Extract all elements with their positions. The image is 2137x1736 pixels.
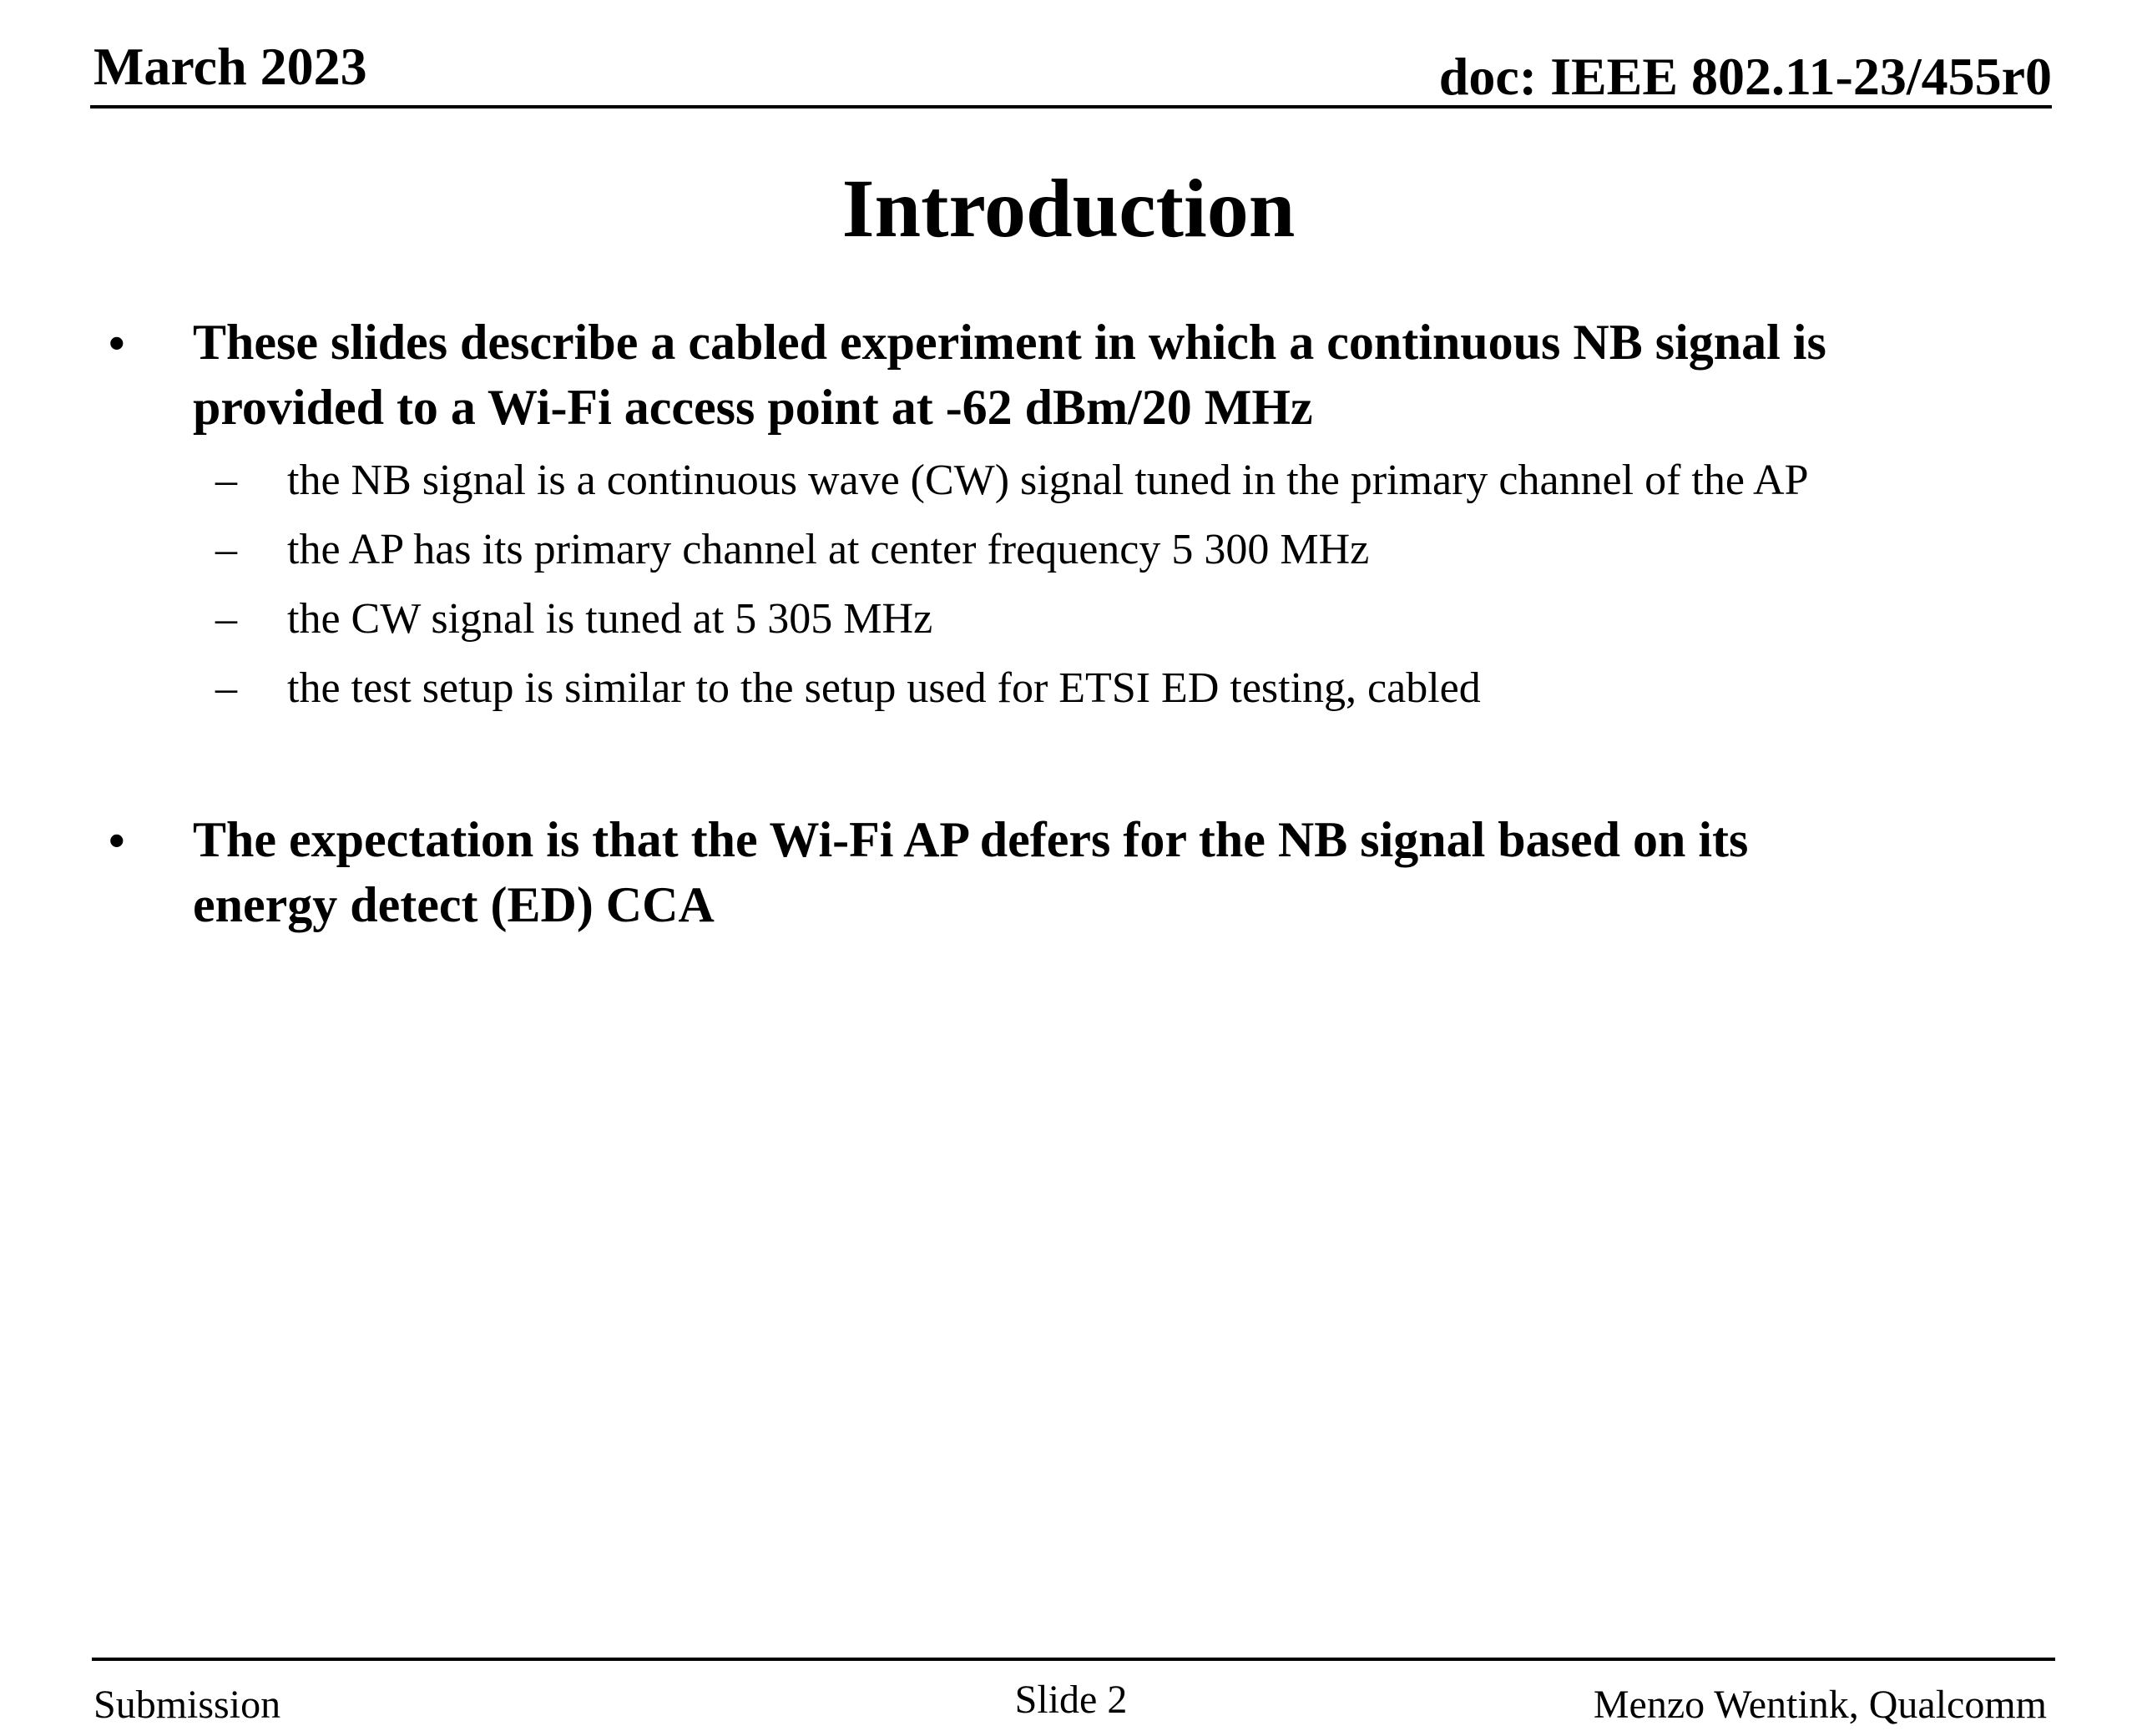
bullet-marker: • <box>109 318 125 370</box>
bullet-line: provided to a Wi-Fi access point at -62 dBm/20 MHz <box>193 380 1313 435</box>
header-doc-id: doc: IEEE 802.11-23/455r0 <box>1438 47 2052 106</box>
sub-bullet-text: the NB signal is a continuous wave (CW) signal tuned in the primary channel of the AP <box>287 457 1809 504</box>
header-divider <box>90 105 2052 108</box>
bullet-line: The expectation is that the Wi-Fi AP defers for the NB signal based on its <box>193 812 1749 867</box>
header-date: March 2023 <box>93 37 367 96</box>
bullet-marker: • <box>109 815 125 867</box>
sub-bullet-text: the test setup is similar to the setup used for ETSI ED testing, cabled <box>287 664 1481 712</box>
footer-submission: Submission <box>93 1683 281 1727</box>
footer-author: Menzo Wentink, Qualcomm <box>1593 1683 2047 1727</box>
bullet-text <box>193 807 2054 937</box>
bullet-line: These slides describe a cabled experiment in which a continuous NB signal is <box>193 315 1826 370</box>
sub-bullet-marker: – <box>215 457 237 504</box>
sub-bullet-marker: – <box>215 595 237 643</box>
footer-divider <box>92 1658 2055 1661</box>
footer-slide-number: Slide 2 <box>1014 1678 1128 1722</box>
bullet-line: energy detect (ED) CCA <box>193 877 715 932</box>
sub-bullet-text: the AP has its primary channel at center frequency 5 300 MHz <box>287 526 1370 573</box>
sub-bullet-text: the CW signal is tuned at 5 305 MHz <box>287 595 933 643</box>
slide-title: Introduction <box>841 162 1296 255</box>
bullet-text <box>193 310 2054 440</box>
sub-bullet-marker: – <box>215 664 237 712</box>
sub-bullet-marker: – <box>215 526 237 573</box>
